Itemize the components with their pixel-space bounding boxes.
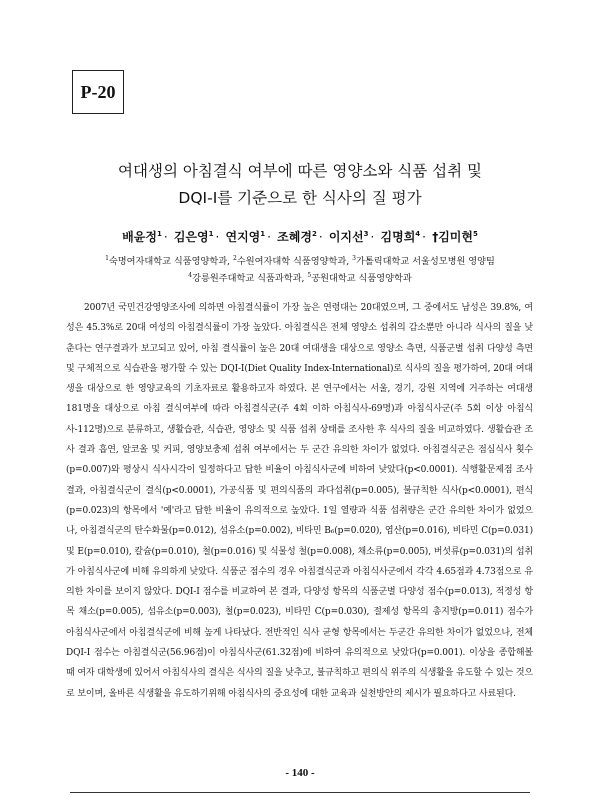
author: 조혜경$^2$ [277, 230, 317, 244]
paper-title [40, 158, 560, 212]
author-list [40, 228, 560, 245]
author: 배윤정$^1$ [122, 230, 162, 244]
author: 김명희$^4$ [380, 230, 421, 244]
author-separator: · [163, 230, 168, 244]
corresponding-author: †김미현$^5$ [432, 230, 478, 244]
page-number: - 140 - [285, 767, 315, 779]
author-separator: · [318, 230, 323, 244]
poster-label: P-20 [72, 70, 124, 114]
author: 김은영$^1$ [173, 230, 214, 244]
author: 이지선$^3$ [328, 230, 369, 244]
title-line-2: DQI-I를 기준으로 한 식사의 질 평가 [178, 189, 422, 207]
author-separator: · [370, 230, 375, 244]
title-line-1: 여대생의 아침결식 여부에 따른 영양소와 식품 섭취 및 [118, 162, 482, 180]
affiliations [60, 252, 540, 286]
author-separator: · [215, 230, 220, 244]
affiliation-line-1: $^1$숙명여자대학교 식품영양학과, $^2$수원여자대학 식품영양학과, $^3$가톨릭대학교 서울성모병원 영양팀 [105, 255, 495, 268]
author-separator: · [422, 230, 426, 244]
author-separator: · [267, 230, 271, 244]
abstract-body: 2007년 국민건강영양조사에 의하면 아침결식률이 가장 높은 연령대는 20대였으며, 그 중에서도 남성은 39.8%, 여성은 45.3%로 20대 여성의 아침결식률이 가장 높았다. 아침결식은 전체 영양소 섭취의 감소뿐만 아니라 식사의 질을 낮춘다는 연구결과가 보고되고 있어, 아침 결식률이 높은 20대 여대생을 대상으로 영양소 측면, 식품군별 섭취 다양성 측면 및 구체적으로 식습관을 평가할 수 있는 DQI-I(Diet Quality Index-International)로 식사의 질을 평가하여, 20대 여대생을 대상으로 한 영양교육의 기초자료로 활용하고자 하였다. 본 연구에서는 서울, 경기, 강원 지역에 거주하는 여대생 181명을 대상으로 아침 결식여부에 따라 아침결식군(주 4회 이하 아침식사-69명)과 아침식사군(주 5회 이상 아침식사-112명)으로 분류하고, 생활습관, 식습관, 영양소 및 식품 섭취 상태를 조사한 후 식사의 질을 비교하였다. 생활습관 조사 결과 흡연, 알코올 및 커피, 영양보충제 섭취 여부에서는 두 군간 유의한 차이가 없었다. 아침결식군은 점심식사 횟수(p=0.007)와 평상시 식사시각이 일정하다고 답한 비율이 아침식사군에 비하여 낮았다(p<0.0001). 식행활문제점 조사 결과, 아침결식군이 결식(p<0.0001), 가공식품 및 편의식품의 과다섭취(p=0.005), 불규칙한 식사(p<0.0001), 편식(p=0.023)의 항목에서 '예'라고 답한 비율이 유의적으로 높았다. 1일 열량과 식품 섭취량은 군간 유의한 차이가 없었으나, 아침결식군의 탄수화물(p=0.012), 섬유소(p=0.002), 비타민 B₆(p=0.020), 엽산(p=0.016), 비타민 C(p=0.031) 및 E(p=0.010), 칼슘(p=0.010), 철(p=0.016) 및 식물성 철(p=0.008), 채소류(p=0.005), 버섯류(p=0.031)의 섭취가 아침식사군에 비해 유의하게 낮았다. 식품군 점수의 경우 아침결식군과 아침식사군에서 각각 4.65점과 4.73점으로 유의한 차이를 보이지 않았다. DQI-I 점수를 비교하여 본 결과, 다양성 항목의 식품군별 다양성 점수(p=0.013), 적정성 항목 채소(p=0.005), 섬유소(p=0.003), 철(p=0.023), 비타민 C(p=0.030), 절제성 항목의 총지방(p=0.011) 점수가 아침식사군에서 아침결식군에 비해 높게 나타났다. 전반적인 식사 균형 항목에서는 두군간 유의한 차이가 없었으나, 전체 DQI-I 점수는 아침결식군(56.96점)이 아침식사군(61.32점)에 비하여 유의적으로 낮았다(p=0.001). 이상을 종합해볼 때 여자 대학생에 있어서 아침식사의 결식은 식사의 질을 낮추고, 불규칙하고 편의식 위주의 식생활을 유도할 수 있는 것으로 보이며, 올바른 식생활을 유도하기위해 아침식사의 중요성에 대한 교육과 실천방안의 제시가 필요하다고 사료된다. [66, 303, 533, 699]
footer-rule [70, 792, 530, 793]
author: 연지영$^1$ [225, 230, 266, 244]
dagger-mark: † [432, 230, 439, 244]
affiliation-line-2: $^4$강릉원주대학교 식품과학과, $^5$공원대학교 식품영양학과 [188, 272, 412, 285]
